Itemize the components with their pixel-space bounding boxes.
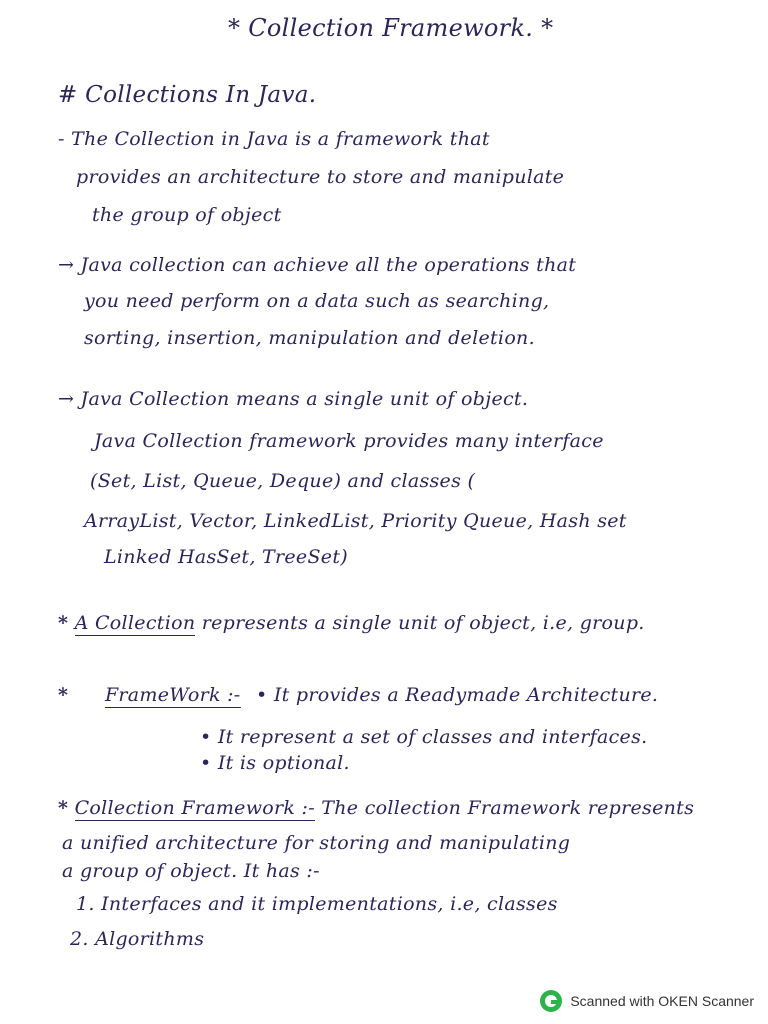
list-item: 2. Algorithms xyxy=(70,928,205,950)
definition-text: The collection Framework represents xyxy=(321,797,695,819)
text-line: → Java collection can achieve all the operations that xyxy=(58,254,577,276)
text-line: a unified architecture for storing and manipulating xyxy=(62,832,571,854)
definition-text: represents a single unit of object, i.e, group. xyxy=(201,612,645,634)
scanner-watermark xyxy=(540,990,754,1012)
page-title: * Collection Framework. * xyxy=(228,14,554,42)
text-line: (Set, List, Queue, Deque) and classes ( xyxy=(90,470,476,492)
text-line: Linked HasSet, TreeSet) xyxy=(104,546,348,568)
text-line: Java Collection framework provides many interface xyxy=(94,430,604,452)
scanner-logo-icon xyxy=(540,990,562,1012)
definition-framework xyxy=(58,684,241,706)
text-line: ArrayList, Vector, LinkedList, Priority Queue, Hash set xyxy=(84,510,627,532)
definition-collection-framework xyxy=(58,797,694,819)
asterisk-mark: * xyxy=(58,797,69,819)
section-heading-collections: # Collections In Java. xyxy=(58,82,317,108)
text-line: you need perform on a data such as searching, xyxy=(84,290,550,312)
term-collection: A Collection xyxy=(74,612,196,634)
text-line: → Java Collection means a single unit of object. xyxy=(58,388,529,410)
text-line: provides an architecture to store and manipulate xyxy=(76,166,565,188)
asterisk-mark: * xyxy=(58,684,69,706)
bullet-item: • It is optional. xyxy=(200,752,350,774)
scanner-watermark-text: Scanned with OKEN Scanner xyxy=(570,993,754,1009)
text-line: - The Collection in Java is a framework that xyxy=(58,128,490,150)
bullet-item: • It represent a set of classes and interfaces. xyxy=(200,726,648,748)
definition-collection xyxy=(58,612,645,634)
term-collection-framework: Collection Framework :- xyxy=(74,797,315,819)
text-line: sorting, insertion, manipulation and deletion. xyxy=(84,327,535,349)
term-framework: FrameWork :- xyxy=(104,684,241,706)
text-line: a group of object. It has :- xyxy=(62,860,320,882)
asterisk-mark: * xyxy=(58,612,69,634)
list-item: 1. Interfaces and it implementations, i.e, classes xyxy=(76,893,558,915)
text-line: the group of object xyxy=(92,204,282,226)
bullet-item: • It provides a Readymade Architecture. xyxy=(256,684,659,706)
